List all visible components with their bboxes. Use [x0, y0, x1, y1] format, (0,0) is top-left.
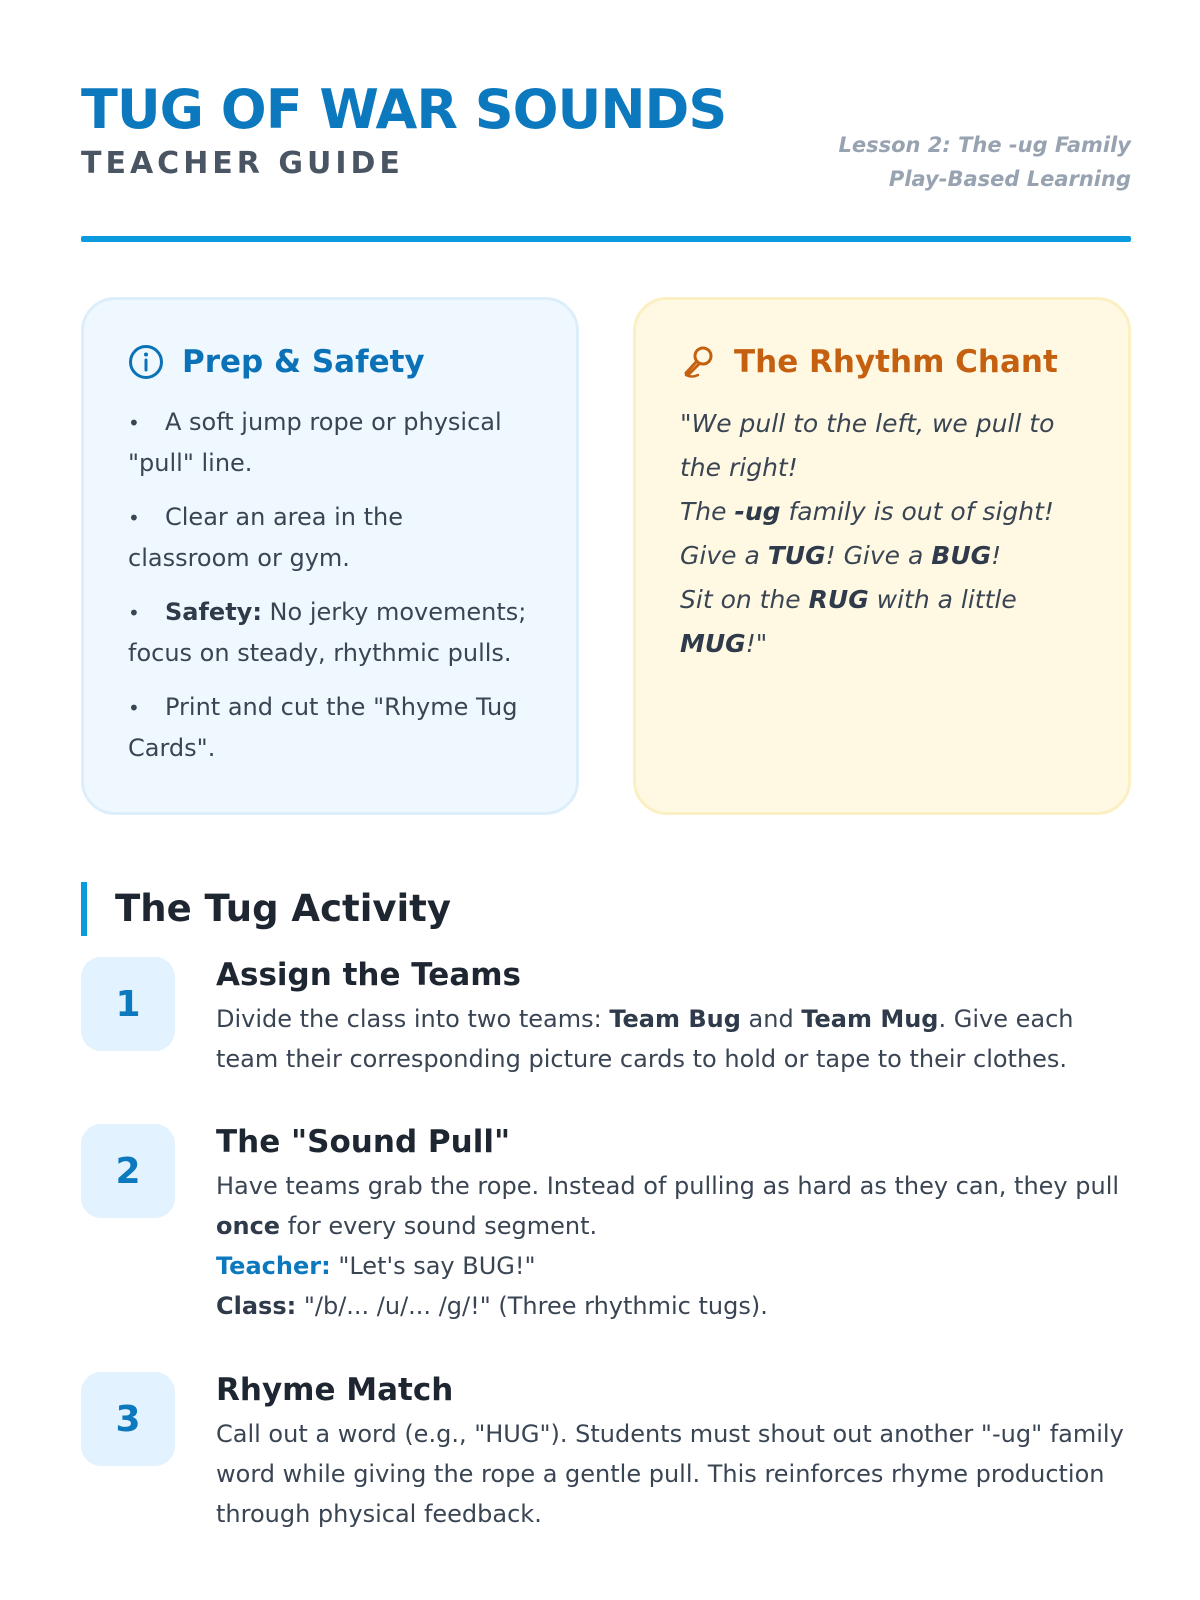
step-description: Call out a word (e.g., "HUG"). Students must shout out another "-ug" family word while giving the rope a gentle pull. This reinforces rhyme production through physical feedback.	[216, 1420, 1124, 1528]
step-title: Assign the Teams	[216, 957, 522, 993]
list-item: • Safety: No jerky movements; focus on steady, rhythmic pulls.	[128, 598, 527, 667]
microphone-icon	[680, 344, 716, 380]
list-item: • A soft jump rope or physical "pull" line.	[128, 408, 502, 477]
chant-card-header	[680, 344, 1088, 380]
class-line: Class: "/b/... /u/... /g/!" (Three rhythmic tugs).	[216, 1292, 768, 1320]
teacher-line: Teacher: "Let's say BUG!"	[216, 1252, 536, 1280]
lesson-approach: Play-Based Learning	[888, 167, 1131, 191]
step-description: Divide the class into two teams: Team Bug and Team Mug. Give each team their corresponding picture cards to hold or tape to their clothes.	[216, 1005, 1074, 1073]
prep-card-heading: Prep & Safety	[182, 344, 425, 380]
prep-card-header	[128, 344, 536, 380]
header-divider	[81, 236, 1131, 242]
prep-list	[128, 402, 536, 768]
list-item: • Print and cut the "Rhyme Tug Cards".	[128, 693, 518, 762]
page-header	[81, 78, 1131, 244]
list-item: • Clear an area in the classroom or gym.	[128, 503, 403, 572]
chant-line: The -ug family is out of sight!	[680, 497, 1054, 526]
page-title: TUG OF WAR SOUNDS	[81, 78, 727, 141]
step-number-badge: 1	[81, 957, 175, 1051]
step-body	[216, 955, 1131, 1079]
activity-section-heading	[81, 882, 451, 936]
step-title: The "Sound Pull"	[216, 1124, 511, 1160]
step-body	[216, 1122, 1131, 1326]
chant-lyrics	[680, 402, 1070, 666]
rhythm-chant-card	[633, 297, 1131, 815]
step-description: Have teams grab the rope. Instead of pulling as hard as they can, they pull once for every sound segment. Teacher: "Let's say BUG!" Class: "/b/... /u/... /g/!" (Three rhythmic tugs).	[216, 1166, 1131, 1326]
chant-card-heading: The Rhythm Chant	[734, 344, 1058, 380]
lesson-info	[838, 128, 1131, 196]
section-title: The Tug Activity	[115, 887, 451, 930]
step-title: Rhyme Match	[216, 1372, 454, 1408]
chant-line: "We pull to the left, we pull to the right!	[680, 409, 1055, 482]
step-number-badge: 3	[81, 1372, 175, 1466]
chant-line: Sit on the RUG with a little MUG!"	[680, 585, 1017, 658]
step-number-badge: 2	[81, 1124, 175, 1218]
chant-line: Give a TUG! Give a BUG!	[680, 541, 1002, 570]
page-subtitle: TEACHER GUIDE	[81, 146, 404, 181]
step-body	[216, 1370, 1131, 1534]
lesson-name: Lesson 2: The -ug Family	[838, 133, 1131, 157]
prep-safety-card	[81, 297, 579, 815]
info-circle-icon	[128, 344, 164, 380]
